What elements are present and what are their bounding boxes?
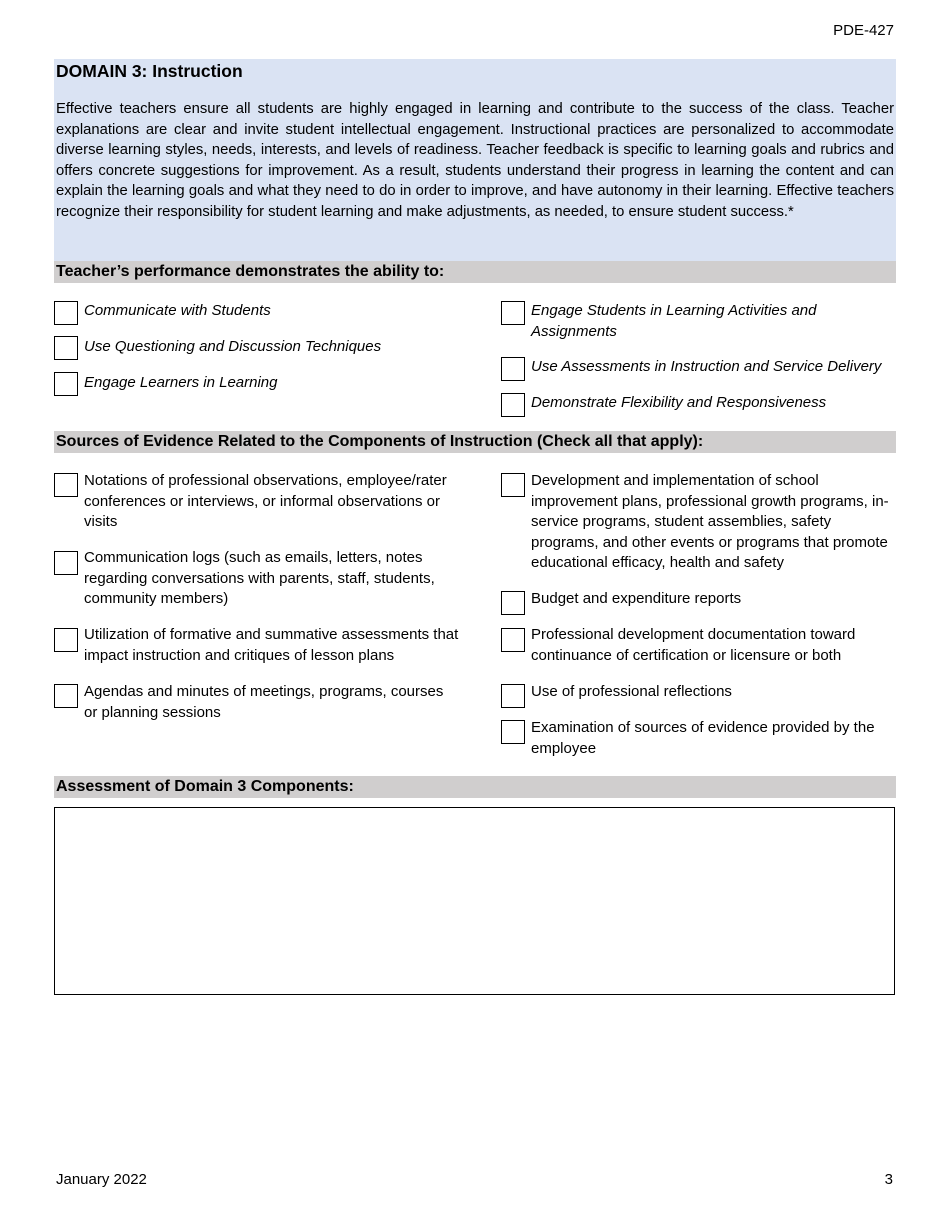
checkbox-engage-students-activities[interactable] bbox=[501, 301, 525, 325]
checkbox-label: Notations of professional observations, employee/rater conferences or interviews, or informal observations or visits bbox=[84, 472, 447, 530]
checkbox-communication-logs[interactable] bbox=[54, 551, 78, 575]
checkbox-label: Agendas and minutes of meetings, programs, courses or planning sessions bbox=[84, 683, 444, 721]
assessment-heading: Assessment of Domain 3 Components: bbox=[54, 776, 896, 798]
checkbox-label: Examination of sources of evidence provided by the employee bbox=[531, 719, 875, 757]
assessment-text-field[interactable] bbox=[54, 807, 895, 995]
checkbox-agendas-minutes[interactable] bbox=[54, 684, 78, 708]
domain-description-box bbox=[54, 59, 896, 261]
checkbox-label: Development and implementation of school improvement plans, professional growth programs, in-service programs, student assemblies, safety programs, and other events or programs that promote educational efficacy, health and safety bbox=[531, 472, 889, 571]
checkbox-label: Use of professional reflections bbox=[531, 683, 732, 700]
checkbox-label: Utilization of formative and summative assessments that impact instruction and critiques of lesson plans bbox=[84, 626, 459, 664]
page-number: 3 bbox=[884, 1171, 893, 1188]
checkbox-communicate-with-students[interactable] bbox=[54, 301, 78, 325]
checkbox-engage-learners[interactable] bbox=[54, 372, 78, 396]
checkbox-demonstrate-flexibility[interactable] bbox=[501, 393, 525, 417]
checkbox-label: Engage Learners in Learning bbox=[84, 374, 278, 391]
checkbox-label: Demonstrate Flexibility and Responsiveness bbox=[531, 394, 827, 411]
form-id: PDE-427 bbox=[833, 22, 894, 39]
checkbox-label: Communication logs (such as emails, letters, notes regarding conversations with parents, staff, students, community members) bbox=[84, 549, 435, 607]
checkbox-label: Use Assessments in Instruction and Service Delivery bbox=[531, 358, 882, 375]
checkbox-examination-of-sources[interactable] bbox=[501, 720, 525, 744]
checkbox-label: Engage Students in Learning Activities and Assignments bbox=[531, 302, 817, 340]
checkbox-use-assessments[interactable] bbox=[501, 357, 525, 381]
checkbox-school-improvement-plans[interactable] bbox=[501, 473, 525, 497]
checkbox-professional-reflections[interactable] bbox=[501, 684, 525, 708]
checkbox-budget-reports[interactable] bbox=[501, 591, 525, 615]
performance-heading: Teacher’s performance demonstrates the ability to: bbox=[54, 261, 896, 283]
footer-date: January 2022 bbox=[56, 1171, 147, 1188]
checkbox-use-questioning[interactable] bbox=[54, 336, 78, 360]
sources-heading: Sources of Evidence Related to the Components of Instruction (Check all that apply): bbox=[54, 431, 896, 453]
domain-title: DOMAIN 3: Instruction bbox=[56, 61, 243, 81]
checkbox-professional-observations[interactable] bbox=[54, 473, 78, 497]
domain-description: Effective teachers ensure all students are highly engaged in learning and contribute to the success of the class. Teacher explanations are clear and invite student intellectual engagement. Instructional practices are personalized to accommodate diverse learning styles, needs, interests, and levels of readiness. Teacher feedback is specific to learning goals and rubrics and offers concrete suggestions for improvement. As a result, students understand their progress in learning the content and can explain the learning goals and what they need to do in order to improve, and have autonomy in their learning. Effective teachers recognize their responsibility for student learning and make adjustments, as needed, to ensure student success.* bbox=[56, 101, 894, 220]
checkbox-professional-development[interactable] bbox=[501, 628, 525, 652]
checkbox-formative-assessments[interactable] bbox=[54, 628, 78, 652]
checkbox-label: Professional development documentation toward continuance of certification or licensure or both bbox=[531, 626, 856, 664]
checkbox-label: Communicate with Students bbox=[84, 302, 271, 319]
checkbox-label: Budget and expenditure reports bbox=[531, 590, 742, 607]
checkbox-label: Use Questioning and Discussion Techniques bbox=[84, 338, 382, 355]
